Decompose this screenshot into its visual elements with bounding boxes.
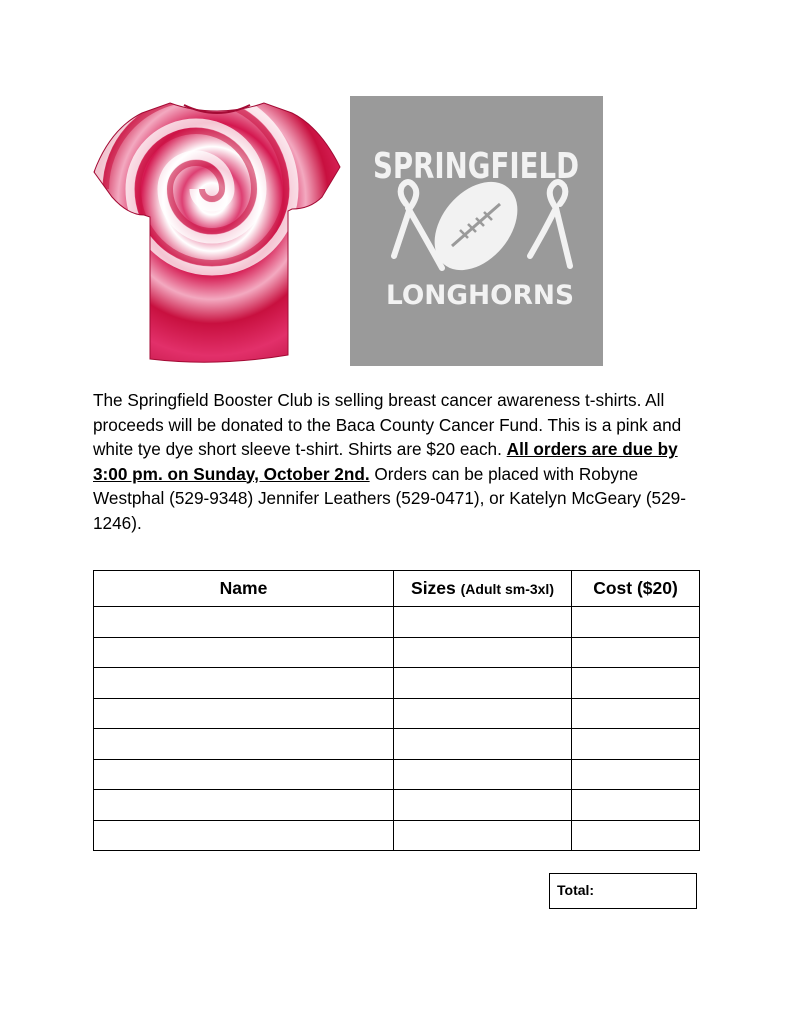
size-cell[interactable] <box>394 698 572 729</box>
tie-dye-shirt-image <box>92 97 342 365</box>
awareness-ribbon-icon <box>530 182 570 266</box>
size-cell[interactable] <box>394 790 572 821</box>
cost-cell[interactable] <box>572 698 700 729</box>
awareness-ribbon-icon <box>394 182 442 268</box>
cost-cell[interactable] <box>572 637 700 668</box>
description-text-1: The Springfield Booster Club is selling breast cancer awareness t-shirts. All proceeds will be donated to the Baca County Cancer Fund. This is a pink and white tye dye short sleeve t-shirt. Shirts are $20 each. <box>93 390 682 459</box>
size-cell[interactable] <box>394 729 572 760</box>
table-row <box>94 607 700 638</box>
cost-cell[interactable] <box>572 607 700 638</box>
table-row <box>94 729 700 760</box>
table-row <box>94 668 700 699</box>
description-text-2: Orders can be placed with Robyne Westphal (529-9348) Jennifer Leathers (529-0471), or Katelyn McGeary (529-1246). <box>93 463 686 533</box>
total-box[interactable] <box>549 873 697 909</box>
logo-top-text: SPRINGFIELD <box>373 146 579 187</box>
description-paragraph <box>93 388 703 535</box>
logo-bottom-text: LONGHORNS <box>386 280 574 311</box>
name-cell[interactable] <box>94 637 394 668</box>
cost-cell[interactable] <box>572 729 700 760</box>
cost-cell[interactable] <box>572 790 700 821</box>
size-cell[interactable] <box>394 759 572 790</box>
header-sizes <box>394 571 572 607</box>
order-form-table <box>93 570 700 851</box>
name-cell[interactable] <box>94 729 394 760</box>
name-cell[interactable] <box>94 698 394 729</box>
name-cell[interactable] <box>94 607 394 638</box>
table-row <box>94 759 700 790</box>
header-sizes-note: (Adult sm-3xl) <box>460 581 554 597</box>
size-cell[interactable] <box>394 607 572 638</box>
springfield-longhorns-logo <box>350 96 603 366</box>
order-deadline: All orders are due by 3:00 pm. on Sunday, October 2nd. <box>93 439 678 484</box>
size-cell[interactable] <box>394 637 572 668</box>
cost-cell[interactable] <box>572 759 700 790</box>
name-cell[interactable] <box>94 759 394 790</box>
name-cell[interactable] <box>94 668 394 699</box>
name-cell[interactable] <box>94 820 394 851</box>
table-header-row <box>94 571 700 607</box>
table-row <box>94 698 700 729</box>
header-sizes-label: Sizes <box>411 578 456 598</box>
table-row <box>94 790 700 821</box>
table-row <box>94 820 700 851</box>
table-row <box>94 637 700 668</box>
name-cell[interactable] <box>94 790 394 821</box>
header-name: Name <box>94 571 394 607</box>
size-cell[interactable] <box>394 820 572 851</box>
header-cost: Cost ($20) <box>572 571 700 607</box>
cost-cell[interactable] <box>572 668 700 699</box>
cost-cell[interactable] <box>572 820 700 851</box>
size-cell[interactable] <box>394 668 572 699</box>
total-label: Total: <box>557 882 595 898</box>
